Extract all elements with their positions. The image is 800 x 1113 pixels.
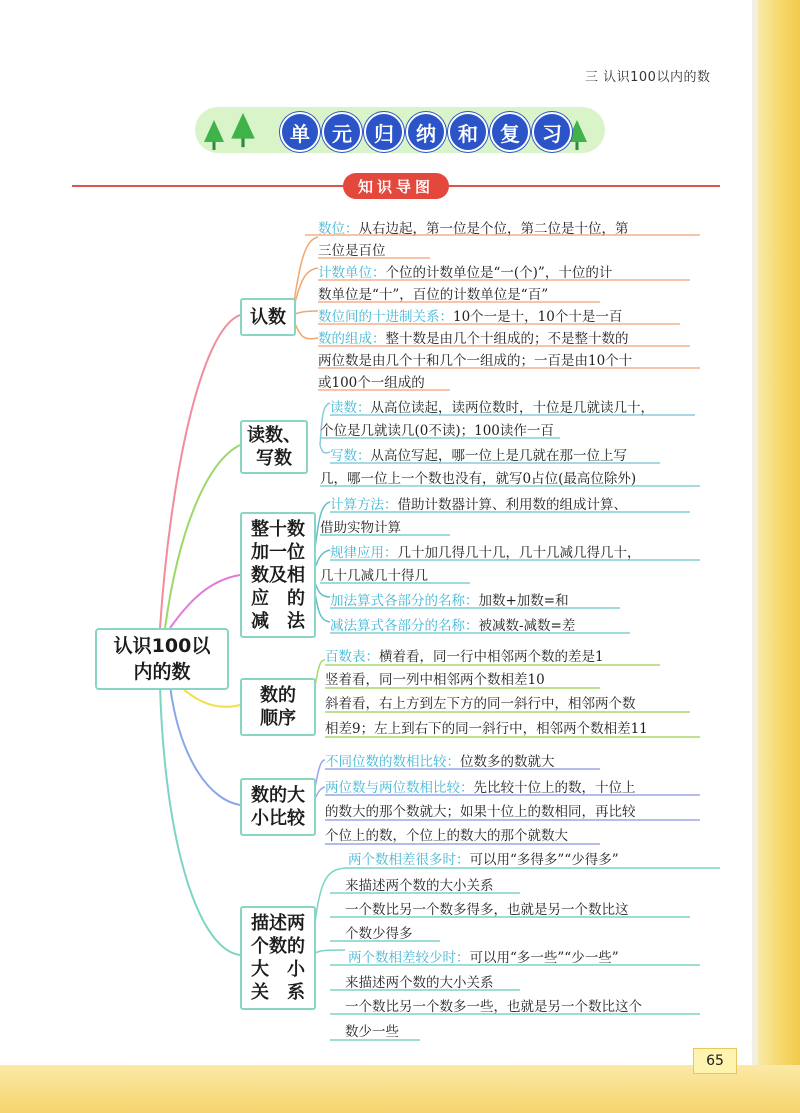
- detail-label: 数位间的十进制关系：: [318, 309, 453, 325]
- detail-label: 数位：: [318, 221, 359, 237]
- detail-text: 从高位写起，哪一位上是几就在那一位上写: [370, 448, 627, 464]
- detail-text: 从右边起，第一位是个位，第二位是十位，第: [358, 221, 629, 237]
- branch-label: 写数: [256, 448, 292, 469]
- branch-read-write: [240, 420, 308, 474]
- detail-line: 三位是百位: [318, 243, 386, 259]
- detail-line: [325, 645, 604, 665]
- page-number: 65: [693, 1048, 737, 1074]
- branch-label: 加一位: [251, 541, 305, 563]
- detail-line: 来描述两个数的大小关系: [345, 975, 494, 991]
- detail-line: 的数大的那个数就大；如果十位上的数相同，再比较: [325, 804, 636, 820]
- chapter-header: 三 认识100以内的数: [585, 70, 711, 85]
- detail-label: 数的组成：: [318, 331, 386, 347]
- detail-line: 两位数是由几个十和几个一组成的；一百是由10个十: [318, 353, 633, 369]
- detail-line: 或100个一组成的: [318, 375, 425, 391]
- detail-label: 读数：: [330, 400, 371, 416]
- detail-text: 位数多的数就大: [460, 754, 555, 770]
- detail-label: 计数单位：: [318, 265, 386, 281]
- branch-number-order: [240, 678, 316, 736]
- detail-label: 计算方法：: [330, 497, 398, 513]
- detail-line: [325, 776, 636, 796]
- detail-label: 两个数相差较少时：: [348, 950, 470, 966]
- branch-describe-relation: [240, 906, 316, 1010]
- title-char: 纳: [406, 112, 446, 152]
- detail-text: 10个一是十，10个十是一百: [453, 309, 623, 325]
- detail-text: 个位的计数单位是“一(个)”，十位的计: [385, 265, 613, 281]
- root-topic: [95, 628, 229, 690]
- title-char: 单: [280, 112, 320, 152]
- title-char: 习: [532, 112, 572, 152]
- detail-line: [348, 946, 619, 966]
- detail-line: 几，哪一位上一个数也没有，就写0占位(最高位除外): [320, 471, 637, 487]
- detail-line: [330, 614, 575, 634]
- branch-label: 整十数: [251, 518, 305, 540]
- detail-label: 百数表：: [325, 649, 379, 665]
- detail-line: 竖着看，同一列中相邻两个数相差10: [325, 672, 545, 688]
- branch-recognize-numbers: [240, 298, 296, 336]
- detail-line: 几十几减几十得几: [320, 568, 428, 584]
- branch-label: 个数的: [251, 936, 305, 957]
- detail-line: [330, 493, 627, 513]
- detail-text: 整十数是由几个十组成的；不是整十数的: [385, 331, 629, 347]
- branch-label: 大 小: [251, 959, 305, 980]
- branch-label: 数的大: [251, 785, 305, 806]
- detail-text: 可以用“多一些”“少一些”: [469, 950, 619, 966]
- root-line: 内的数: [133, 661, 191, 683]
- detail-line: 斜着看，右上方到左下方的同一斜行中，相邻两个数: [325, 696, 636, 712]
- branch-label: 数的: [260, 685, 296, 706]
- title-char: 和: [448, 112, 488, 152]
- detail-text: 加数+加数=和: [478, 593, 569, 609]
- branch-label: 读数、: [247, 425, 301, 446]
- detail-text: 先比较十位上的数，十位上: [473, 780, 636, 796]
- branch-label: 描述两: [251, 913, 305, 934]
- detail-line: [318, 217, 629, 237]
- detail-line: 一个数比另一个数多一些，也就是另一个数比这个: [345, 999, 642, 1015]
- knowledge-map-header: 知识导图: [343, 173, 449, 199]
- detail-line: 个位上的数，个位上的数大的那个就数大: [325, 828, 568, 844]
- detail-label: 写数：: [330, 448, 371, 464]
- detail-line: [318, 305, 622, 325]
- detail-line: 数少一些: [345, 1024, 399, 1040]
- title-char: 复: [490, 112, 530, 152]
- detail-line: 一个数比另一个数多得多，也就是另一个数比这: [345, 902, 629, 918]
- detail-label: 规律应用：: [330, 545, 398, 561]
- branch-label: 数及相: [251, 564, 305, 586]
- detail-text: 横着看，同一行中相邻两个数的差是1: [379, 649, 604, 665]
- branch-label: 关 系: [251, 982, 305, 1003]
- detail-line: 个数少得多: [345, 926, 413, 942]
- title-char: 元: [322, 112, 362, 152]
- detail-label: 减法算式各部分的名称：: [330, 618, 479, 634]
- detail-label: 两个数相差很多时：: [348, 852, 470, 868]
- detail-text: 借助计数器计算、利用数的组成计算、: [397, 497, 627, 513]
- detail-line: [318, 327, 629, 347]
- detail-label: 加法算式各部分的名称：: [330, 593, 479, 609]
- branch-label: 顺序: [260, 708, 296, 729]
- detail-line: 相差9；左上到右下的同一斜行中，相邻两个数相差11: [325, 721, 648, 737]
- branch-label: 应 的: [251, 587, 305, 609]
- detail-label: 不同位数的数相比较：: [325, 754, 460, 770]
- detail-text: 从高位读起，读两位数时，十位是几就读几十，: [370, 400, 654, 416]
- title-char: 归: [364, 112, 404, 152]
- branch-label: 认数: [250, 306, 286, 328]
- detail-line: [330, 396, 654, 416]
- detail-text: 被减数-减数=差: [478, 618, 576, 634]
- branch-label: 减 法: [251, 610, 305, 632]
- detail-line: 借助实物计算: [320, 520, 401, 536]
- detail-line: [330, 589, 569, 609]
- detail-line: 来描述两个数的大小关系: [345, 878, 494, 894]
- detail-line: [330, 541, 641, 561]
- branch-add-subtract: [240, 512, 316, 638]
- detail-line: [348, 848, 619, 868]
- root-line: 认识100以: [113, 635, 211, 657]
- detail-line: [330, 444, 627, 464]
- detail-line: 个位是几就读几(0不读)；100读作一百: [320, 423, 554, 439]
- detail-line: 数单位是“十”，百位的计数单位是“百”: [318, 287, 549, 303]
- detail-text: 几十加几得几十几，几十几减几得几十，: [397, 545, 641, 561]
- detail-line: [325, 750, 555, 770]
- detail-text: 可以用“多得多”“少得多”: [469, 852, 619, 868]
- branch-compare-numbers: [240, 778, 316, 836]
- detail-label: 两位数与两位数相比较：: [325, 780, 474, 796]
- branch-label: 小比较: [251, 808, 305, 829]
- detail-line: [318, 261, 612, 281]
